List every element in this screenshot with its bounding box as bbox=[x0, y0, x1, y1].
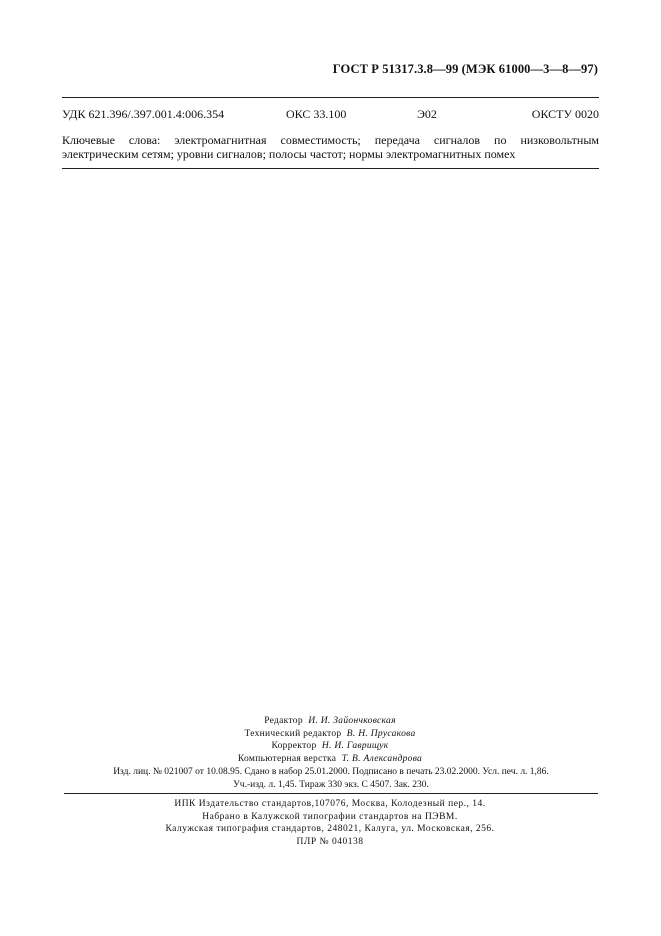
e-code: Э02 bbox=[417, 107, 437, 121]
imprint-line-2: Набрано в Калужской типографии стандартов на ПЭВМ. bbox=[202, 811, 458, 822]
corrector-label: Корректор bbox=[271, 741, 317, 752]
imprint-line-1: ИПК Издательство стандартов,107076, Москва, Колодезный пер., 14. bbox=[174, 799, 486, 809]
layout-line bbox=[180, 753, 480, 766]
credits-block bbox=[180, 715, 480, 765]
pub-info-line-2: Уч.-изд. л. 1,45. Тираж 330 экз. С 4507. Зак. 230. bbox=[233, 779, 429, 790]
tech-editor-line bbox=[180, 728, 480, 741]
classification-row bbox=[62, 107, 599, 123]
imprint-block bbox=[100, 798, 560, 848]
keywords-divider bbox=[62, 168, 599, 169]
imprint-divider bbox=[64, 793, 598, 794]
publication-info bbox=[63, 766, 599, 791]
tech-editor-name: В. Н. Прусакова bbox=[346, 728, 416, 739]
tech-editor-label: Технический редактор bbox=[244, 728, 342, 739]
imprint-line-3: Калужская типография стандартов, 248021, Калуга, ул. Московская, 256. bbox=[165, 824, 495, 834]
corrector-name: Н. И. Гаврищук bbox=[321, 741, 389, 752]
keywords-paragraph: Ключевые слова: электромагнитная совместимость; передача сигналов по низковольтным электрическим сетям; уровни сигналов; полосы частот; нормы электромагнитных помех bbox=[62, 133, 599, 161]
editor-line bbox=[180, 715, 480, 728]
corrector-line bbox=[180, 740, 480, 753]
layout-name: Т. В. Александрова bbox=[341, 753, 423, 764]
udk-code: УДК 621.396/.397.001.4:006.354 bbox=[62, 107, 225, 121]
okstu-code: ОКСТУ 0020 bbox=[531, 107, 599, 121]
oks-code: ОКС 33.100 bbox=[286, 107, 347, 121]
editor-name: И. И. Зайончковская bbox=[308, 716, 396, 726]
standard-code: ГОСТ Р 51317.3.8—99 (МЭК 61000—3—8—97) bbox=[332, 62, 598, 76]
pub-info-line-1: Изд. лиц. № 021007 от 10.08.95. Сдано в набор 25.01.2000. Подписано в печать 23.02.2000. Усл. печ. л. 1,86. bbox=[113, 767, 549, 777]
imprint-line-4: ПЛР № 040138 bbox=[296, 836, 364, 847]
top-divider bbox=[62, 97, 599, 98]
editor-label: Редактор bbox=[264, 716, 303, 726]
layout-label: Компьютерная верстка bbox=[237, 753, 337, 764]
